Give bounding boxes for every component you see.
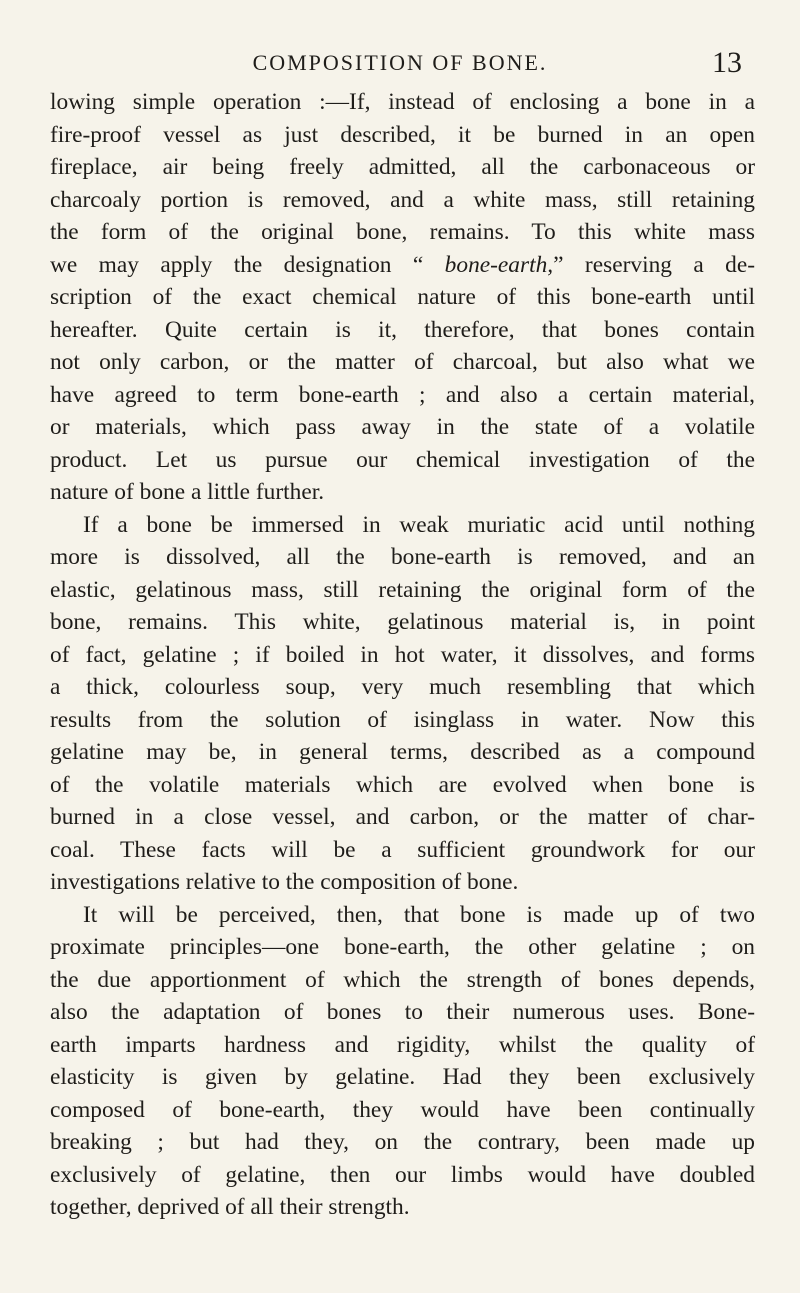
- text-line: not only carbon, or the matter of charcoal, but also what we: [50, 349, 755, 375]
- text-line: fire-proof vessel as just described, it be burned in an open: [50, 121, 755, 148]
- text-line: or materials, which pass away in the state of a volatile: [50, 414, 755, 440]
- text-line: burned in a close vessel, and carbon, or the matter of char-: [50, 804, 755, 830]
- text-line: bone, remains. This white, gelatinous material is, in point: [50, 609, 755, 635]
- text-line: hereafter. Quite certain is it, therefore, that bones contain: [50, 316, 755, 343]
- text-line: also the adaptation of bones to their numerous uses. Bone-: [50, 999, 755, 1025]
- text-line: charcoaly portion is removed, and a white mass, still retaining: [50, 186, 755, 213]
- paragraph-start-line: It will be perceived, then, that bone is made up of two: [83, 901, 755, 928]
- paragraph-end-line: investigations relative to the composition of bone.: [50, 869, 519, 895]
- text-line: a thick, colourless soup, very much resembling that which: [50, 674, 755, 700]
- paragraph-start-line: If a bone be immersed in weak muriatic acid until nothing: [83, 511, 755, 538]
- body-text: [50, 86, 755, 1224]
- text-line: lowing simple operation :—If, instead of enclosing a bone in a: [50, 89, 755, 115]
- text-line: gelatine may be, in general terms, described as a compound: [50, 739, 755, 765]
- text-line: of the volatile materials which are evolved when bone is: [50, 771, 755, 798]
- text-line: of fact, gelatine ; if boiled in hot water, it dissolves, and forms: [50, 641, 755, 668]
- text-line: the form of the original bone, remains. To this white mass: [50, 219, 755, 245]
- text-line: elastic, gelatinous mass, still retaining the original form of the: [50, 576, 755, 603]
- text-line: the due apportionment of which the strength of bones depends,: [50, 966, 755, 993]
- running-title: COMPOSITION OF BONE.: [252, 50, 548, 75]
- text-line: elasticity is given by gelatine. Had they been exclusively: [50, 1064, 755, 1090]
- text-line: product. Let us pursue our chemical investigation of the: [50, 446, 755, 473]
- text-line: we may apply the designation “ bone-earth,” reserving a de-: [50, 251, 755, 278]
- text-line: breaking ; but had they, on the contrary, been made up: [50, 1129, 755, 1155]
- page-header: [0, 46, 800, 86]
- text-line: proximate principles—one bone-earth, the other gelatine ; on: [50, 934, 755, 960]
- text-line: earth imparts hardness and rigidity, whilst the quality of: [50, 1031, 755, 1058]
- text-line: scription of the exact chemical nature of this bone-earth until: [50, 284, 755, 310]
- paragraph-end-line: nature of bone a little further.: [50, 479, 325, 505]
- text-line: exclusively of gelatine, then our limbs would have doubled: [50, 1161, 755, 1188]
- text-line: more is dissolved, all the bone-earth is removed, and an: [50, 544, 755, 570]
- text-line: coal. These facts will be a sufficient groundwork for our: [50, 836, 755, 863]
- text-line: composed of bone-earth, they would have been continually: [50, 1096, 755, 1123]
- text-line: results from the solution of isinglass in water. Now this: [50, 706, 755, 733]
- page-number: 13: [712, 46, 742, 79]
- paragraph-end-line: together, deprived of all their strength.: [50, 1194, 410, 1220]
- text-line: fireplace, air being freely admitted, all the carbonaceous or: [50, 154, 755, 180]
- text-line: have agreed to term bone-earth ; and also a certain material,: [50, 381, 755, 408]
